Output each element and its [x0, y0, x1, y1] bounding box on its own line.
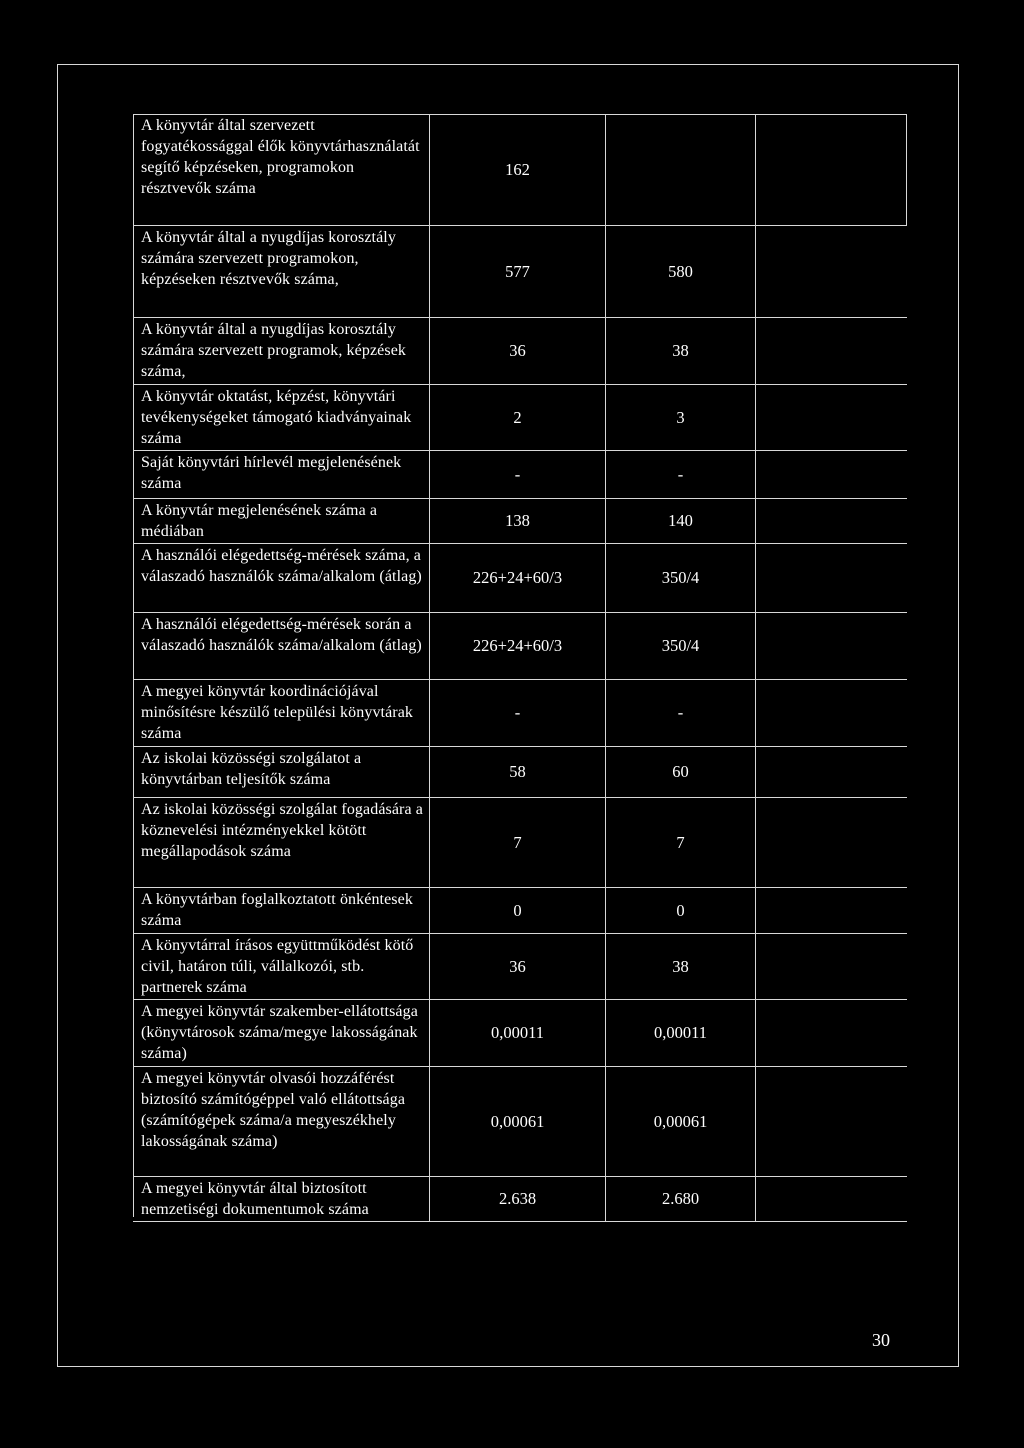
row-label: A megyei könyvtár koordinációjával minősítésre készülő települési könyvtárak száma — [141, 683, 414, 742]
row-value-1: 0,00061 — [429, 1067, 605, 1176]
row-value-empty — [755, 798, 907, 887]
row-label: A könyvtárban foglalkoztatott önkéntesek száma — [141, 891, 413, 929]
row-value-2: - — [605, 680, 755, 746]
row-value-2: - — [605, 451, 755, 498]
row-value-2: 0,00061 — [605, 1067, 755, 1176]
row-value-1: 138 — [429, 499, 605, 543]
row-value-2: 350/4 — [605, 613, 755, 679]
row-value-empty — [755, 226, 907, 317]
table-row — [133, 385, 907, 451]
row-value-empty — [755, 544, 907, 612]
row-value-empty — [755, 1067, 907, 1176]
row-label: A megyei könyvtár olvasói hozzáférést biztosító számítógéppel való ellátottsága (számítógépek száma/a megyeszékhely lakosságának száma) — [141, 1070, 406, 1150]
table-row — [133, 613, 907, 680]
table-row — [133, 1177, 907, 1222]
table-row — [133, 114, 907, 226]
row-value-empty — [755, 934, 907, 999]
row-label: A megyei könyvtár szakember-ellátottsága (könyvtárosok száma/megye lakosságának száma) — [141, 1003, 418, 1062]
row-value-2: 60 — [605, 747, 755, 797]
table-row — [133, 226, 907, 318]
table-row — [133, 499, 907, 544]
row-label: A könyvtár megjelenésének száma a médiában — [141, 502, 378, 540]
row-value-2: 140 — [605, 499, 755, 543]
row-value-2: 38 — [605, 934, 755, 999]
table-row — [133, 544, 907, 613]
row-value-2: 350/4 — [605, 544, 755, 612]
row-value-empty — [755, 1000, 907, 1066]
row-value-empty — [755, 747, 907, 797]
row-value-1: 226+24+60/3 — [429, 544, 605, 612]
row-value-empty — [755, 680, 907, 746]
row-value-2: 38 — [605, 318, 755, 384]
row-value-2: 2.680 — [605, 1177, 755, 1221]
row-value-empty — [755, 888, 907, 933]
row-value-empty — [755, 114, 907, 225]
row-value-empty — [755, 385, 907, 450]
row-label: A könyvtár által a nyugdíjas korosztály számára szervezett programokon, képzéseken résztvevők száma, — [141, 229, 396, 288]
row-value-1: 577 — [429, 226, 605, 317]
page-number: 30 — [872, 1330, 890, 1350]
row-label: A használói elégedettség-mérések során a válaszadó használók száma/alkalom (átlag) — [141, 616, 422, 654]
table-row — [133, 934, 907, 1000]
row-value-2: 0,00011 — [605, 1000, 755, 1066]
row-value-empty — [755, 613, 907, 679]
row-label: Az iskolai közösségi szolgálat fogadására a köznevelési intézményekkel kötött megállapodások száma — [141, 801, 423, 860]
row-label: A könyvtár által szervezett fogyatékossággal élők könyvtárhasználatát segítő képzéseken, programokon résztvevők száma — [141, 117, 420, 197]
row-value-2: 7 — [605, 798, 755, 887]
row-value-empty — [755, 318, 907, 384]
row-value-1: 2 — [429, 385, 605, 450]
row-label: A könyvtár által a nyugdíjas korosztály számára szervezett programok, képzések száma, — [141, 321, 406, 380]
row-label: A megyei könyvtár által biztosított nemzetiségi dokumentumok száma — [141, 1180, 369, 1218]
row-value-1: 36 — [429, 318, 605, 384]
row-value-1: 2.638 — [429, 1177, 605, 1221]
row-label: A könyvtárral írásos együttműködést kötő civil, határon túli, vállalkozói, stb. partnerek száma — [141, 937, 414, 996]
table-row — [133, 680, 907, 747]
row-label: A használói elégedettség-mérések száma, a válaszadó használók száma/alkalom (átlag) — [141, 547, 422, 585]
row-value-1: 226+24+60/3 — [429, 613, 605, 679]
row-value-1: - — [429, 680, 605, 746]
row-value-1: 7 — [429, 798, 605, 887]
table-row — [133, 798, 907, 888]
row-value-2: 580 — [605, 226, 755, 317]
row-label: Saját könyvtári hírlevél megjelenésének száma — [141, 454, 402, 492]
table-row — [133, 318, 907, 385]
row-value-empty — [755, 451, 907, 498]
row-value-1: 58 — [429, 747, 605, 797]
row-value-2: 0 — [605, 888, 755, 933]
table-row — [133, 1067, 907, 1177]
row-value-empty — [755, 1177, 907, 1221]
row-value-1: 36 — [429, 934, 605, 999]
table-row — [133, 451, 907, 499]
statistics-table — [133, 114, 907, 1222]
table-row — [133, 888, 907, 934]
row-value-2: 3 — [605, 385, 755, 450]
row-value-2 — [605, 114, 755, 225]
row-value-1: 0 — [429, 888, 605, 933]
row-value-1: 162 — [429, 114, 605, 225]
table-row — [133, 1000, 907, 1067]
row-label: Az iskolai közösségi szolgálatot a könyvtárban teljesítők száma — [141, 750, 362, 788]
row-value-empty — [755, 499, 907, 543]
row-label: A könyvtár oktatást, képzést, könyvtári tevékenységeket támogató kiadványainak száma — [141, 388, 412, 447]
row-value-1: - — [429, 451, 605, 498]
table-row — [133, 747, 907, 798]
row-value-1: 0,00011 — [429, 1000, 605, 1066]
